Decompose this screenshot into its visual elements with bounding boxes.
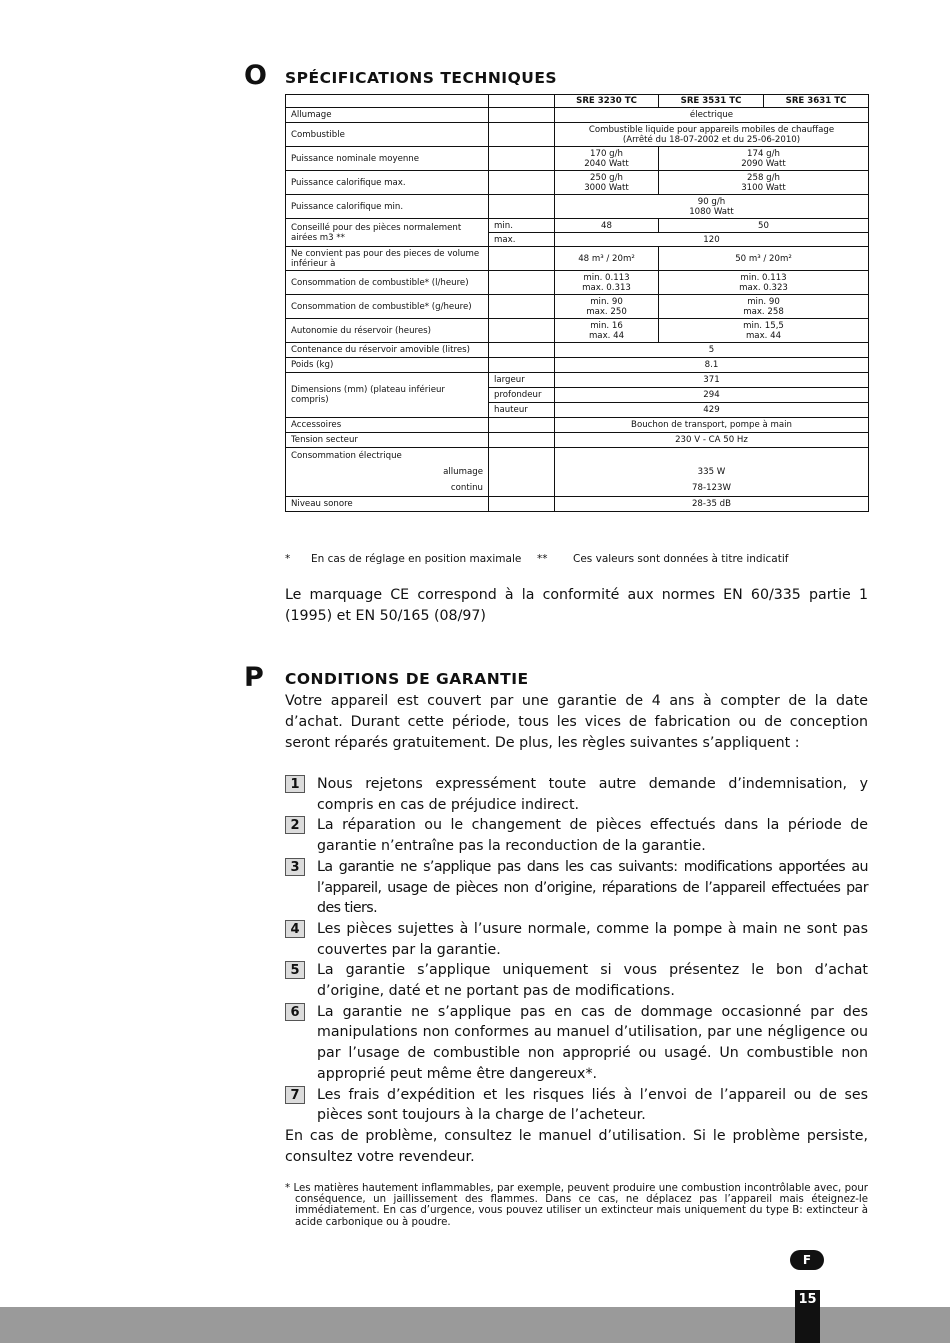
cell-value: 50 m³ / 20m²	[659, 247, 869, 271]
item-number: 6	[285, 1003, 305, 1021]
list-item	[285, 960, 868, 1001]
list-item	[285, 1002, 868, 1085]
cell-value: 48 m³ / 20m²	[555, 247, 659, 271]
table-row	[286, 271, 869, 295]
item-number: 2	[285, 816, 305, 834]
section-title-specs: SPÉCIFICATIONS TECHNIQUES	[285, 69, 558, 87]
problem-paragraph: En cas de problème, consultez le manuel d’utilisation. Si le problème persiste, consultez votre revendeur.	[285, 1128, 868, 1165]
cell-value: 28-35 dB	[555, 497, 869, 512]
table-row	[286, 433, 869, 448]
sub-label: continu	[286, 480, 489, 496]
row-label: Consommation de combustible* (g/heure)	[286, 295, 489, 319]
cell-value: 8.1	[555, 358, 869, 373]
spec-table	[285, 94, 869, 512]
cell-value: min. 16 max. 44	[555, 319, 659, 343]
sub-label: allumage	[286, 464, 489, 480]
table-row	[286, 448, 869, 464]
row-label: Niveau sonore	[286, 497, 489, 512]
item-number: 3	[285, 858, 305, 876]
row-label: Consommation électrique	[286, 448, 489, 464]
cell-value: 335 W 78-123W	[555, 448, 869, 497]
cell-value: 429	[555, 403, 869, 418]
section-title-warranty: CONDITIONS DE GARANTIE	[285, 670, 529, 688]
row-label: Tension secteur	[286, 433, 489, 448]
cell-value: 258 g/h 3100 Watt	[659, 171, 869, 195]
cell-value: 5	[555, 343, 869, 358]
cell-value: Bouchon de transport, pompe à main	[555, 418, 869, 433]
row-label: Poids (kg)	[286, 358, 489, 373]
cell-value: min. 90 max. 258	[659, 295, 869, 319]
table-row	[286, 358, 869, 373]
cell-value: électrique	[555, 108, 869, 123]
table-row	[286, 123, 869, 147]
table-row	[286, 171, 869, 195]
item-text: Les pièces sujettes à l’usure normale, comme la pompe à main ne sont pas couvertes par la garantie.	[317, 920, 868, 958]
row-label: Puissance calorifique min.	[286, 195, 489, 219]
cell-value: 50	[659, 219, 869, 233]
cell-value: 371	[555, 373, 869, 388]
footnote-text: En cas de réglage en position maximale	[311, 553, 522, 565]
table-row	[286, 147, 869, 171]
model-header: SRE 3531 TC	[659, 95, 764, 108]
row-label: Combustible	[286, 123, 489, 147]
section-letter-o: O	[244, 60, 267, 91]
list-item	[285, 857, 868, 919]
table-footnotes: * En cas de réglage en position maximale ** Ces valeurs sont données à titre indicatif	[285, 553, 789, 565]
row-label: Accessoires	[286, 418, 489, 433]
table-row	[286, 343, 869, 358]
cell-value: Combustible liquide pour appareils mobiles de chauffage (Arrêté du 18-07-2002 et du 25-06-2010)	[555, 123, 869, 147]
warranty-intro: Votre appareil est couvert par une garantie de 4 ans à compter de la date d’achat. Durant cette période, tous les vices de fabrication ou de conception seront réparés gratuitement. De plus, les règles suivantes s’appliquent :	[285, 693, 868, 751]
item-number: 1	[285, 775, 305, 793]
ce-paragraph: Le marquage CE correspond à la conformité aux normes EN 60/335 partie 1 (1995) et EN 50/165 (08/97)	[285, 587, 868, 624]
section-letter-p: P	[244, 662, 264, 693]
table-row	[286, 418, 869, 433]
cell-value: 294	[555, 388, 869, 403]
table-row	[286, 497, 869, 512]
sub-label: max.	[489, 233, 555, 247]
item-text: La réparation ou le changement de pièces effectués dans la période de garantie n’entraîne pas la reconduction de la garantie.	[317, 817, 868, 855]
row-label: Allumage	[286, 108, 489, 123]
language-badge: F	[790, 1250, 824, 1270]
item-text: La garantie ne s’applique pas en cas de dommage occasionné par des manipulations non conformes au manuel d’utilisation, par une négligence ou par l’usage de combustible non approprié ou usagé. Un combustible non approprié peut même être dangereux*.	[317, 1003, 868, 1082]
cell-value: 48	[555, 219, 659, 233]
item-text: La garantie s’applique uniquement si vous présentez le bon d’achat d’origine, daté et ne portant pas de modifications.	[317, 962, 868, 1000]
table-row	[286, 108, 869, 123]
list-item	[285, 919, 868, 960]
model-header: SRE 3230 TC	[555, 95, 659, 108]
flammable-note: * Les matières hautement inflammables, par exemple, peuvent produire une combustion incontrôlable avec, pour conséquence, un jaillissement des flammes. Dans ce cas, ne déplacez pas l’appareil mais éteignez-le immédiatement. En cas d’urgence, vous pouvez utiliser un extincteur mais uniquement du type B: extincteur à acide carbonique ou à poudre.	[285, 1183, 868, 1228]
row-label: Conseillé pour des pièces normalement airées m3 **	[286, 219, 489, 247]
cell-value: 174 g/h 2090 Watt	[659, 147, 869, 171]
row-label: Autonomie du réservoir (heures)	[286, 319, 489, 343]
sub-label: largeur	[489, 373, 555, 388]
item-number: 5	[285, 961, 305, 979]
cell-value: 230 V - CA 50 Hz	[555, 433, 869, 448]
item-text: La garantie ne s’applique pas dans les cas suivants: modifications apportées au l’appareil, usage de pièces non d’origine, réparations de l’appareil effectuées par des tiers.	[317, 858, 868, 917]
conditions-list	[285, 774, 868, 1126]
row-label: Contenance du réservoir amovible (litres)	[286, 343, 489, 358]
table-row	[286, 319, 869, 343]
row-label: Consommation de combustible* (l/heure)	[286, 271, 489, 295]
cell-value: min. 15,5 max. 44	[659, 319, 869, 343]
row-label: Dimensions (mm) (plateau inférieur compris)	[286, 373, 489, 418]
cell-value: min. 0.113 max. 0.323	[659, 271, 869, 295]
sub-label: hauteur	[489, 403, 555, 418]
row-label: Ne convient pas pour des pieces de volume inférieur à	[286, 247, 489, 271]
item-text: Nous rejetons expressément toute autre demande d’indemnisation, y compris en cas de préjudice indirect.	[317, 776, 868, 813]
list-item	[285, 1085, 868, 1126]
cell-value: 250 g/h 3000 Watt	[555, 171, 659, 195]
sub-label: min.	[489, 219, 555, 233]
footnote-text: Ces valeurs sont données à titre indicatif	[573, 553, 789, 565]
row-label: Puissance calorifique max.	[286, 171, 489, 195]
cell-value: min. 90 max. 250	[555, 295, 659, 319]
table-row	[286, 219, 869, 233]
row-label: Puissance nominale moyenne	[286, 147, 489, 171]
table-header-row	[286, 95, 869, 108]
cell-value: 170 g/h 2040 Watt	[555, 147, 659, 171]
cell-value: 90 g/h 1080 Watt	[555, 195, 869, 219]
table-row	[286, 295, 869, 319]
table-row	[286, 195, 869, 219]
table-row	[286, 373, 869, 388]
table-row	[286, 247, 869, 271]
list-item	[285, 815, 868, 856]
list-item	[285, 774, 868, 815]
sub-label: profondeur	[489, 388, 555, 403]
model-header: SRE 3631 TC	[764, 95, 869, 108]
cell-value: 120	[555, 233, 869, 247]
cell-value: min. 0.113 max. 0.313	[555, 271, 659, 295]
item-text: Les frais d’expédition et les risques liés à l’envoi de l’appareil ou de ses pièces sont toujours à la charge de l’acheteur.	[317, 1086, 868, 1124]
page-number: 15	[795, 1290, 820, 1343]
item-number: 4	[285, 920, 305, 938]
item-number: 7	[285, 1086, 305, 1104]
